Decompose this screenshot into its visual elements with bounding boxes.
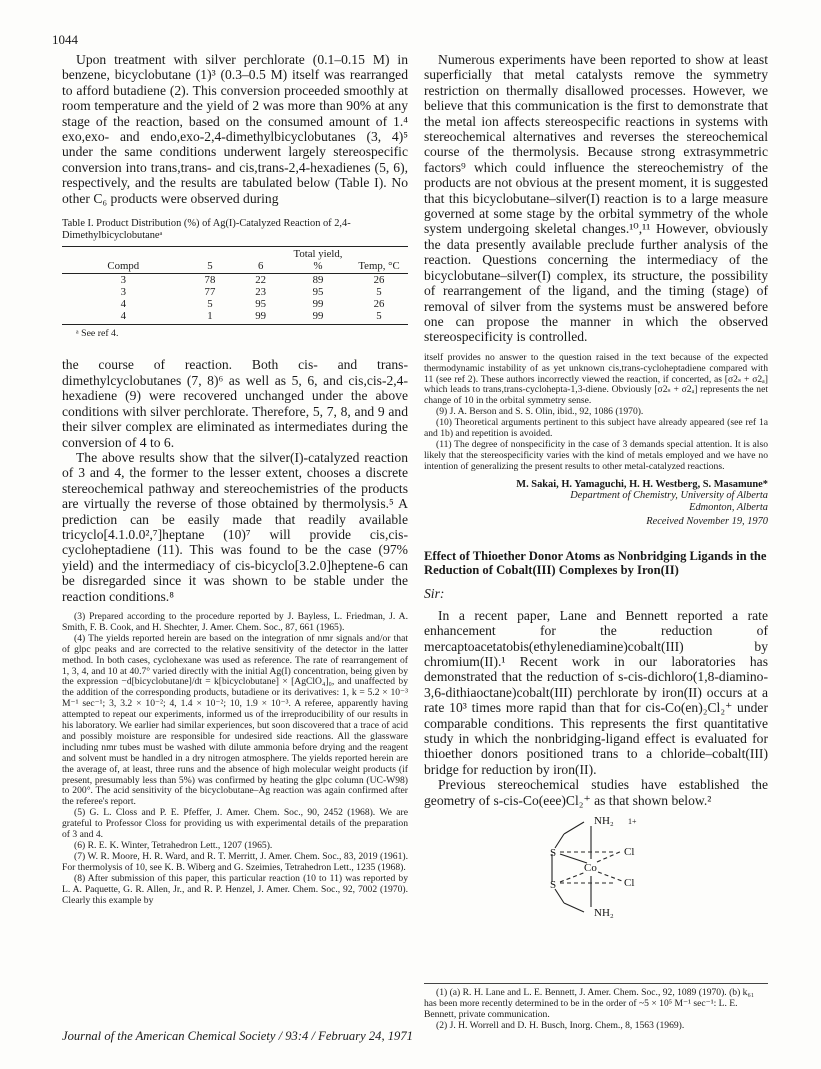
- table-cell: 5: [350, 310, 408, 325]
- references-right: [424, 407, 768, 472]
- journal-footer: Journal of the American Chemical Society / 93:4 / February 24, 1971: [62, 1029, 413, 1043]
- structure-label-s-bottom: S: [550, 878, 557, 891]
- table-cell: 3: [120, 274, 126, 287]
- structure-charge: 1+: [628, 816, 637, 826]
- table-row: [62, 310, 408, 325]
- table-cell: 5: [207, 298, 213, 311]
- table-cell: 95: [312, 286, 324, 299]
- paragraph: Previous stereochemical studies have established the geometry of s-cis-Co(eee)Cl₂⁺ as that shown below.²: [424, 777, 768, 808]
- bond: [560, 872, 586, 882]
- footnote-continuation: itself provides no answer to the question raised in the text because of the expected thermodynamic instability of as yet unknown cis,trans-cycloheptadiene compared with 11 (see ref 2). These authors incorrectly viewed the reaction, if concerted, as [σ2ₛ + σ2ₐ] which leads to trans,trans-cyclohepta-1,3-diene. Obviously [σ2ₛ + σ2ₐ] represents the net change of 10 in the orbital symmetry sense.: [424, 351, 768, 407]
- table-footnote: ᵃ See ref 4.: [76, 328, 119, 340]
- table-row: [62, 274, 408, 287]
- bond: [564, 903, 584, 912]
- affiliation: Department of Chemistry, University of Alberta: [570, 489, 768, 501]
- bond: [598, 872, 622, 881]
- paragraph: Upon treatment with silver perchlorate (0.1–0.15 M) in benzene, bicyclobutane (1)³ (0.3–0.5 M) itself was rearranged to afford butadiene (2). This conversion proceeded smoothly at room temperature and the yield of 2 was more than 90% at any stage of the reaction, based on the consumed amount of 1.⁴ exo,exo- and endo,exo-2,4-dimethylbicyclobutanes (3, 4)⁵ under the same conditions underwent largely stereospecific conversion into trans,trans- and cis,trans-2,4-hexadienes (5, 6), respectively, and the results are tabulated below (Table I). No other C₆ products were observed during: [62, 52, 408, 206]
- table-cell: 99: [235, 310, 286, 325]
- reference: (1) (a) R. H. Lane and L. E. Bennett, J. Amer. Chem. Soc., 92, 1089 (1970). (b) k₆₁ has been more recently determined to be in the order of ~5 × 10⁵ M⁻¹ sec⁻¹: L. E. Bennett, private communication.: [424, 987, 755, 1020]
- reference: (10) Theoretical arguments pertinent to this subject have already appeared (see ref 1a and 1b) and repetition is avoided.: [424, 417, 768, 440]
- reference: (5) G. L. Closs and P. E. Pfeffer, J. Amer. Chem. Soc., 90, 2452 (1968). We are grateful to Professor Closs for providing us with experimental details of the preparation of 3 and 4.: [62, 807, 408, 841]
- structure-diagram: [424, 812, 768, 920]
- salutation: Sir:: [424, 585, 445, 601]
- table-cell: 4: [62, 310, 185, 325]
- table-header: 5: [185, 247, 236, 274]
- paragraph: The above results show that the silver(I)-catalyzed reaction of 3 and 4, the former to the lesser extent, chooses a discrete stereochemical pathway and stereochemistries of the products are virtually the reverse of those obtained by thermolysis.⁵ A prediction can be easily made that readily available tricyclo[4.1.0.0²,⁷]heptane (10)⁷ will provide cis,cis-cycloheptadiene (11). This was found to be the case (97% yield) and the intermediacy of cis-bicyclo[3.2.0]heptene-6 can be disregarded since it was shown to be stable under the reaction conditions.⁸: [62, 449, 408, 604]
- reference: (6) R. E. K. Winter, Tetrahedron Lett., 1207 (1965).: [74, 840, 273, 851]
- table-cell: 26: [373, 274, 385, 287]
- cobalt-complex-structure: [424, 812, 768, 920]
- table-cell: 1: [185, 310, 236, 325]
- paragraph: In a recent paper, Lane and Bennett reported a rate enhancement for the reduction of mercaptoacetatobis(ethylenediamine)cobalt(III) by chromium(II).¹ Recent work in our laboratories has demonstrated that the reduction of s-cis-dichloro(1,8-diamino-3,6-dithiaoctane)cobalt(III) perchlorate by iron(II) occurs at a rate 10³ times more rapid than that for cis-Co(en)₂Cl₂⁺ under comparable conditions. This represents the first quantitative study in which the nonbridging-ligand effect is evaluated for thioether donors positioned trans to a chloride–cobalt(III) bridge for reduction by iron(II).: [424, 607, 768, 777]
- table-caption: Table I. Product Distribution (%) of Ag(I)-Catalyzed Reaction of 2,4-Dimethylbicyclobutaneᵃ: [62, 218, 351, 242]
- structure-label-co: Co: [584, 861, 597, 874]
- article-title: Effect of Thioether Donor Atoms as Nonbridging Ligands in the Reduction of Cobalt(III) Complexes by Iron(II): [424, 548, 767, 578]
- table-cell: 89: [312, 274, 324, 287]
- structure-label-s-top: S: [550, 846, 557, 859]
- reference: (4) The yields reported herein are based on the integration of nmr signals and/or that of glpc peaks and are corrected to the relative sensitivity of the detector in the latter method. In both cases, cyclohexane was used as reference. The rate of rearrangement of 1, 3, 4, and 10 at 40.7° varied directly with the initial Ag(I) concentration, being given by the expression −d[bicyclobutane]/dt = k[bicyclobutane] × [AgClO₄]₀, and unaffected by the addition of the corresponding products, butadiene or its derivatives: 1, k = 5.2 × 10⁻³ M⁻¹ sec⁻¹; 3, 3.2 × 10⁻²; 4, 1.4 × 10⁻²; 10, 1.9 × 10⁻³. A referee, apparently having attempted to repeat our experiments, informed us of the irreproducibility of our results in his laboratory. We earlier had similar experiences, but soon discovered that a trace of acid and possibly moisture are responsible for undesired side reactions. All the glassware including nmr tubes must be washed with dilute ammonia before drying and the reagent and solvent must be handled in a dry nitrogen atmosphere. The yields reported herein are the average of, at least, three runs and the absence of high molecular weight products (if present, presumably less than 5%) was confirmed by heating the glpc column (UC-W98) to 200°. The acid sensitivity of the bicyclobutane–Ag reaction was again confirmed after the referee's report.: [62, 632, 408, 808]
- paragraph: Numerous experiments have been reported to show at least superficially that metal catalysts remove the symmetry restriction on thermally disallowed processes. However, we believe that this communication is the first to demonstrate that the metal ion affects stereospecific reactions in systems with stereochemical alternatives and reverses the stereochemical course of the thermolysis. Because strong extrasymmetric factors⁹ which could influence the stereochemistry of the products are not obvious at the present moment, it is suggested that this bicyclobutane–silver(I) reaction is to a large measure governed at some stage by the orbital symmetry of the whole system undergoing skeletal changes.¹⁰,¹¹ However, obviously the data presently available preclude further analysis of the reaction. Questions concerning the intermediacy of the bicyclobutane–silver(I) complex, its structure, the possibility of rearrangement of the ligand, and the timing (stage) of removal of silver from the systems must be answered before one can propose the manner in which the observed stereospecificity is controlled.: [424, 52, 768, 345]
- affiliation-city: Edmonton, Alberta: [689, 502, 768, 514]
- paragraph: the course of reaction. Both cis- and trans-dimethylcyclobutanes (7, 8)⁶ as well as 5, 6, and cis,cis-2,4-hexadiene (9) were recovered unchanged under the above conditions with silver perchlorate. Therefore, 5, 7, 8, and 9 and their silver complex are eliminated as intermediates during the conversion of 4 to 6.: [62, 357, 408, 450]
- table-row: [62, 286, 408, 298]
- structure-label-nh2-bottom: NH₂: [594, 906, 614, 919]
- bond: [555, 834, 564, 848]
- table-cell: 95: [255, 298, 267, 311]
- reference: (3) Prepared according to the procedure reported by J. Bayless, L. Friedman, J. A. Smith, F. B. Cook, and H. Shechter, J. Amer. Chem. Soc., 87, 661 (1965).: [62, 610, 408, 633]
- table-header: Temp, °C: [350, 247, 408, 274]
- table-header: Compd: [62, 247, 185, 274]
- bond: [564, 822, 584, 834]
- bottom-references: [424, 983, 768, 1032]
- bond: [597, 851, 622, 862]
- table-header: Total yield, %: [286, 247, 350, 274]
- table-cell: 5: [376, 286, 382, 299]
- reference: (11) The degree of nonspecificity in the case of 3 demands special attention. It is also likely that the stereospecificity varies with the kind of metals employed and we have no intention of generalizing the present results to other metal-catalyzed reactions.: [424, 438, 768, 472]
- left-column: [62, 52, 408, 906]
- page-number: 1044: [52, 32, 78, 47]
- structure-label-cl-bottom: Cl: [624, 876, 635, 889]
- references-left: [62, 612, 408, 906]
- table-cell: 99: [286, 310, 350, 325]
- table-cell: 77: [204, 286, 216, 299]
- table-cell: 23: [255, 286, 267, 299]
- bond: [560, 854, 587, 863]
- table-cell: 3: [120, 286, 126, 299]
- table-header: 6: [235, 247, 286, 274]
- received-date: Received November 19, 1970: [646, 515, 768, 527]
- table-cell: 26: [373, 298, 385, 311]
- reference: (8) After submission of this paper, this particular reaction (10 to 11) was reported by L. A. Paquette, G. R. Allen, Jr., and R. P. Henzel, J. Amer. Chem. Soc., 92, 7002 (1970). Clearly this example by: [62, 872, 408, 906]
- table-cell: 78: [204, 274, 216, 287]
- structure-label-nh2-top: NH₂: [594, 814, 614, 827]
- structure-label-cl-top: Cl: [624, 845, 635, 858]
- reference: (2) J. H. Worrell and D. H. Busch, Inorg. Chem., 8, 1563 (1969).: [436, 1019, 685, 1031]
- author-list: M. Sakai, H. Yamaguchi, H. H. Westberg, S. Masamune*: [516, 478, 768, 490]
- table-row: [62, 298, 408, 310]
- table-cell: 22: [255, 274, 267, 287]
- product-distribution-table: [62, 246, 408, 325]
- reference: (7) W. R. Moore, H. R. Ward, and R. T. Merritt, J. Amer. Chem. Soc., 83, 2019 (1961). For thermolysis of 10, see K. B. Wiberg and G. Szeimies, Tetrahedron Lett., 1235 (1968).: [62, 850, 408, 873]
- table-cell: 99: [312, 298, 324, 311]
- right-column: [424, 52, 768, 926]
- bond: [555, 889, 564, 903]
- reference: (9) J. A. Berson and S. S. Olin, ibid., 92, 1086 (1970).: [436, 406, 644, 418]
- table-cell: 4: [120, 298, 126, 311]
